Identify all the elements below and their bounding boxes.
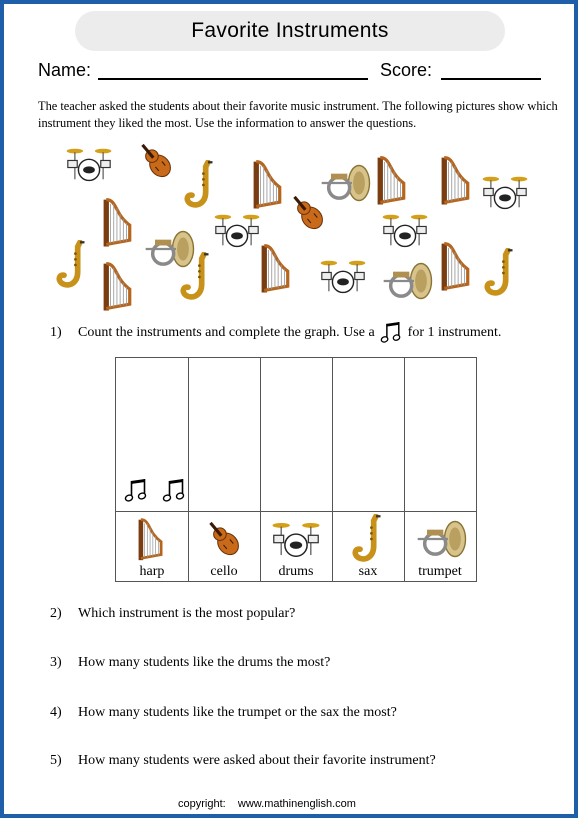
harp-icon [136, 516, 166, 562]
cello-icon [134, 140, 178, 182]
graph-divider [116, 511, 476, 512]
question-5-number: 5) [50, 753, 62, 768]
name-label: Name: [38, 60, 92, 80]
drums-icon [212, 210, 262, 250]
question-2-text: Which instrument is the most popular? [78, 606, 296, 621]
name-field[interactable] [98, 78, 368, 80]
question-4-text: How many students like the trumpet or the sax the most? [78, 705, 397, 720]
drums-icon [380, 210, 430, 250]
question-2 [50, 606, 295, 622]
question-3-text: How many students like the drums the most? [78, 655, 331, 670]
music-note-icon [124, 478, 148, 504]
question-4-number: 4) [50, 705, 62, 720]
question-5 [50, 753, 436, 769]
sax-icon [348, 514, 388, 564]
score-label: Score: [380, 60, 433, 80]
graph-label-drums: drums [278, 564, 314, 579]
drums-icon [480, 172, 530, 212]
score-field[interactable] [441, 78, 541, 80]
harp-icon [440, 152, 472, 208]
drums-icon [64, 144, 114, 184]
trumpet-icon [378, 260, 436, 302]
question-4 [50, 705, 397, 721]
drums-icon [318, 256, 368, 296]
harp-icon [102, 258, 134, 314]
harp-icon [376, 152, 408, 208]
pictograph-grid [115, 357, 477, 582]
question-1 [50, 320, 501, 346]
graph-column-cello[interactable] [188, 358, 261, 581]
music-note-icon [162, 478, 186, 504]
instrument-picture-area [40, 140, 560, 310]
music-note-icon [380, 320, 402, 346]
sax-icon [52, 240, 92, 290]
intro-text: The teacher asked the students about their favorite music instrument. The following pictures show which instrument they liked the most. Use the information to answer the questions. [38, 99, 558, 130]
copyright-footer: copyright: www.mathinenglish.com [178, 798, 356, 810]
sax-icon [180, 160, 220, 210]
harp-icon [260, 240, 292, 296]
question-1-number: 1) [50, 325, 62, 341]
graph-column-trumpet[interactable] [404, 358, 477, 581]
graph-label-harp: harp [139, 564, 165, 579]
question-1-text: Count the instruments and complete the graph. Use a [78, 325, 375, 341]
harp-notes [124, 478, 186, 509]
question-5-text: How many students were asked about their favorite instrument? [78, 753, 436, 768]
question-3-number: 3) [50, 655, 62, 670]
page-title-text: Favorite Instruments [191, 19, 389, 42]
harp-icon [440, 238, 472, 294]
graph-label-cello: cello [210, 564, 238, 579]
question-3 [50, 655, 330, 671]
harp-icon [102, 194, 134, 250]
sax-icon [480, 248, 520, 298]
sax-icon [176, 252, 216, 302]
trumpet-icon [412, 518, 470, 560]
graph-column-sax[interactable] [332, 358, 405, 581]
page-title [75, 11, 505, 51]
question-1-text-after: for 1 instrument. [407, 325, 502, 341]
drums-icon [271, 518, 321, 560]
graph-column-drums[interactable] [260, 358, 333, 581]
graph-label-trumpet: trumpet [418, 564, 462, 579]
graph-label-sax: sax [358, 564, 378, 579]
trumpet-icon [316, 162, 374, 204]
name-score-row [38, 60, 558, 82]
question-2-number: 2) [50, 606, 62, 621]
graph-column-harp[interactable] [116, 358, 189, 581]
harp-icon [252, 156, 284, 212]
cello-icon [202, 518, 246, 560]
